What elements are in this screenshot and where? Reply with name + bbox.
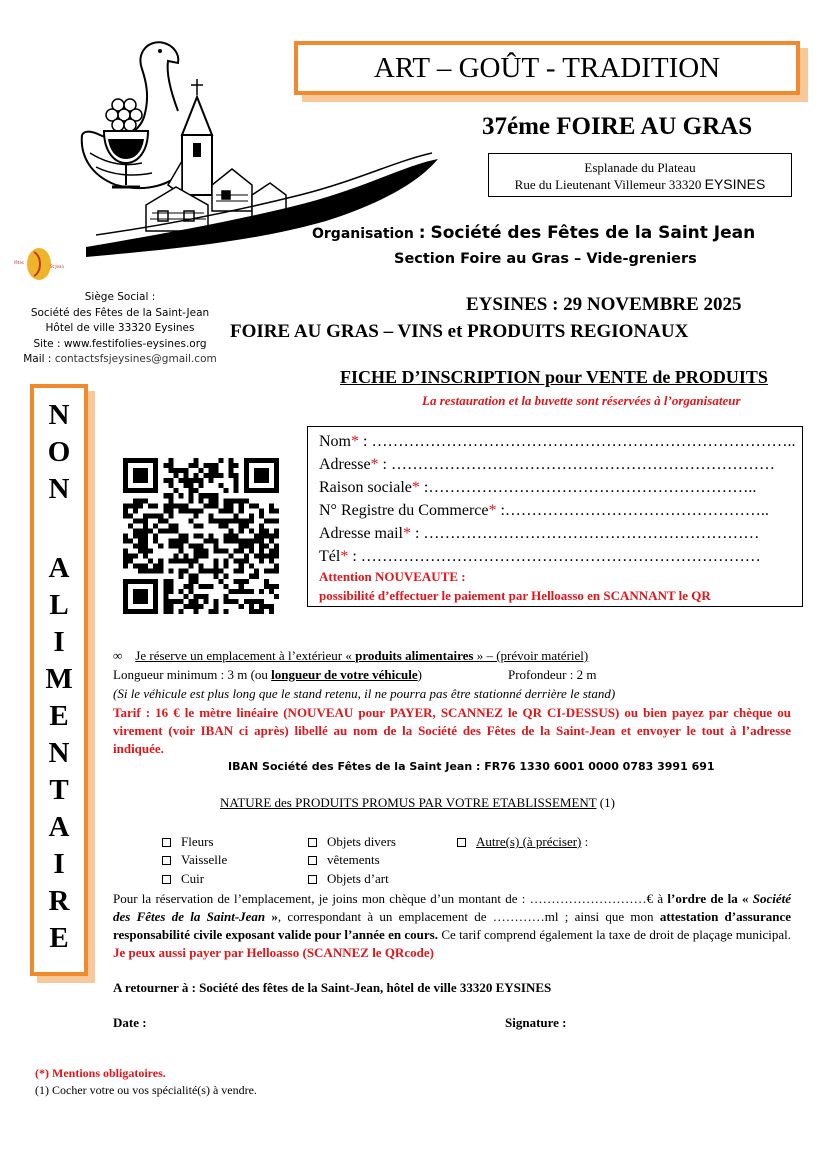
mail-link[interactable]: contactsfsjeysines@gmail.com <box>54 353 217 365</box>
non-alimentaire-banner <box>30 384 88 976</box>
payment-paragraph: Pour la réservation de l’emplacement, je joins mon chèque d’un montant de : ………………………€ à l’ordre de la « Société des Fêtes de la Saint-Jean », correspondant à un emplacement de …………ml ; ainsi que mon attestation d’assurance responsabilité civile exposant valide pour l’année en cours. Ce tarif comprend également la taxe de droit de plaçage municipal. Je peux aussi payer par Helloasso (SCANNEZ le QRcode) <box>113 891 792 960</box>
banner-letter: N <box>48 737 70 769</box>
address-line-2: Rue du Lieutenant Villemeur 33320 EYSINES <box>514 176 766 192</box>
date-label[interactable]: Date : <box>113 1015 147 1030</box>
banner-letter: E <box>49 922 69 954</box>
edition-title: 37éme FOIRE AU GRAS <box>482 113 753 140</box>
checkbox-objets-divers[interactable]: Objets divers <box>308 834 396 850</box>
banner-letter: E <box>49 700 69 732</box>
festival-badge-icon <box>12 244 66 284</box>
reservation-line[interactable]: ∞ Je réserve un emplacement à l’extérieur « produits alimentaires » – (prévoir matériel) <box>113 648 589 663</box>
address-line-1: Esplanade du Plateau <box>584 160 696 175</box>
banner-letter: M <box>45 663 73 695</box>
vehicule-note: (Si le véhicule est plus long que le stand retenu, il ne pourra pas être stationné derrière le stand) <box>113 686 616 701</box>
event-date: EYSINES : 29 NOVEMBRE 2025 <box>466 294 742 315</box>
infinity-bullet-icon: ∞ <box>113 648 123 663</box>
restauration-note: La restauration et la buvette sont réservées à l’organisateur <box>422 393 741 408</box>
address-box <box>488 153 792 197</box>
raison-sociale-field[interactable]: Raison sociale* :…………………………………………………….. <box>319 479 757 496</box>
fiche-title: FICHE D’INSCRIPTION pour VENTE de PRODUITS <box>340 367 768 387</box>
attention-notice: Attention NOUVEAUTE : <box>319 569 466 584</box>
banner-letter: R <box>48 885 70 917</box>
banner-letter: O <box>47 436 71 468</box>
mentions-obligatoires: (*) Mentions obligatoires. <box>35 1066 166 1080</box>
site-link[interactable]: www.festifolies-eysines.org <box>63 337 207 350</box>
checkbox-fleurs[interactable]: Fleurs <box>162 834 214 850</box>
mail-field[interactable]: Adresse mail* : ……………………………………………………… <box>319 525 760 542</box>
adresse-field[interactable]: Adresse* : ……………………………………………………………… <box>319 456 775 473</box>
registre-commerce-field[interactable]: N° Registre du Commerce* :………………………………………….. <box>319 502 769 519</box>
signature-label[interactable]: Signature : <box>505 1015 567 1030</box>
banner-letter: T <box>49 774 69 806</box>
return-address: A retourner à : Société des fêtes de la Saint-Jean, hôtel de ville 33320 EYSINES <box>113 980 552 995</box>
banner-letter: L <box>49 589 69 621</box>
tel-field[interactable]: Tél* : ………………………………………………………………… <box>319 548 761 565</box>
tarif-text: Tarif : 16 € le mètre linéaire (NOUVEAU pour PAYER, SCANNEZ le QR CI-DESSUS) ou bien payez par chèque ou virement (voir IBAN ci après) libellé au nom de la Société des Fêtes de la Saint-Jean et envoyer le tout à l’adresse indiquée. <box>113 705 791 756</box>
checkbox-vaisselle[interactable]: Vaisselle <box>162 852 227 868</box>
banner-letter: N <box>48 399 70 431</box>
checkbox-cuir[interactable]: Cuir <box>162 871 204 887</box>
banner-letter: A <box>48 552 70 584</box>
siege-social: Siège Social : Société des Fêtes de la Saint-Jean Hôtel de ville 33320 Eysines Site : www.festifolies-eysines.org Mail : contactsfsjeysines@gmail.com <box>23 291 217 365</box>
banner-letter: N <box>48 473 70 505</box>
banner-letter: I <box>53 626 65 658</box>
title-box <box>294 41 800 95</box>
longueur-line: Longueur minimum : 3 m (ou longueur de votre véhicule) <box>113 667 422 682</box>
footnote-1: (1) Cocher votre ou vos spécialité(s) à vendre. <box>35 1083 257 1097</box>
checkbox-objets-art[interactable]: Objets d’art <box>308 871 389 887</box>
checkbox-autres[interactable]: Autre(s) (à préciser) : <box>457 834 588 850</box>
attention-helloasso: possibilité d’effectuer le paiement par Helloasso en SCANNANT le QR <box>319 588 711 603</box>
banner-letter: I <box>53 848 65 880</box>
checkbox-vetements[interactable]: vêtements <box>308 852 380 868</box>
nom-field[interactable]: Nom* : …………………………………………………………………….. <box>319 433 796 450</box>
organisation-section: Section Foire au Gras – Vide-greniers <box>394 251 697 267</box>
organisation-name: Société des Fêtes de la Saint Jean <box>430 223 756 243</box>
qr-code[interactable] <box>123 458 279 614</box>
nature-title: NATURE des PRODUITS PROMUS PAR VOTRE ETABLISSEMENT (1) <box>220 795 615 810</box>
svg-text:fêtes: fêtes <box>14 260 24 265</box>
page-title: ART – GOÛT - TRADITION <box>373 52 721 84</box>
profondeur: Profondeur : 2 m <box>508 667 597 682</box>
organisation-line: Organisation : Société des Fêtes de la Saint Jean <box>312 223 756 243</box>
svg-text:St Jean: St Jean <box>50 264 65 269</box>
event-subtitle: FOIRE AU GRAS – VINS et PRODUITS REGIONAUX <box>230 321 689 342</box>
iban: IBAN Société des Fêtes de la Saint Jean : FR76 1330 6001 0000 0783 3991 691 <box>228 760 715 773</box>
registration-form <box>307 426 803 607</box>
banner-letter: A <box>48 811 70 843</box>
